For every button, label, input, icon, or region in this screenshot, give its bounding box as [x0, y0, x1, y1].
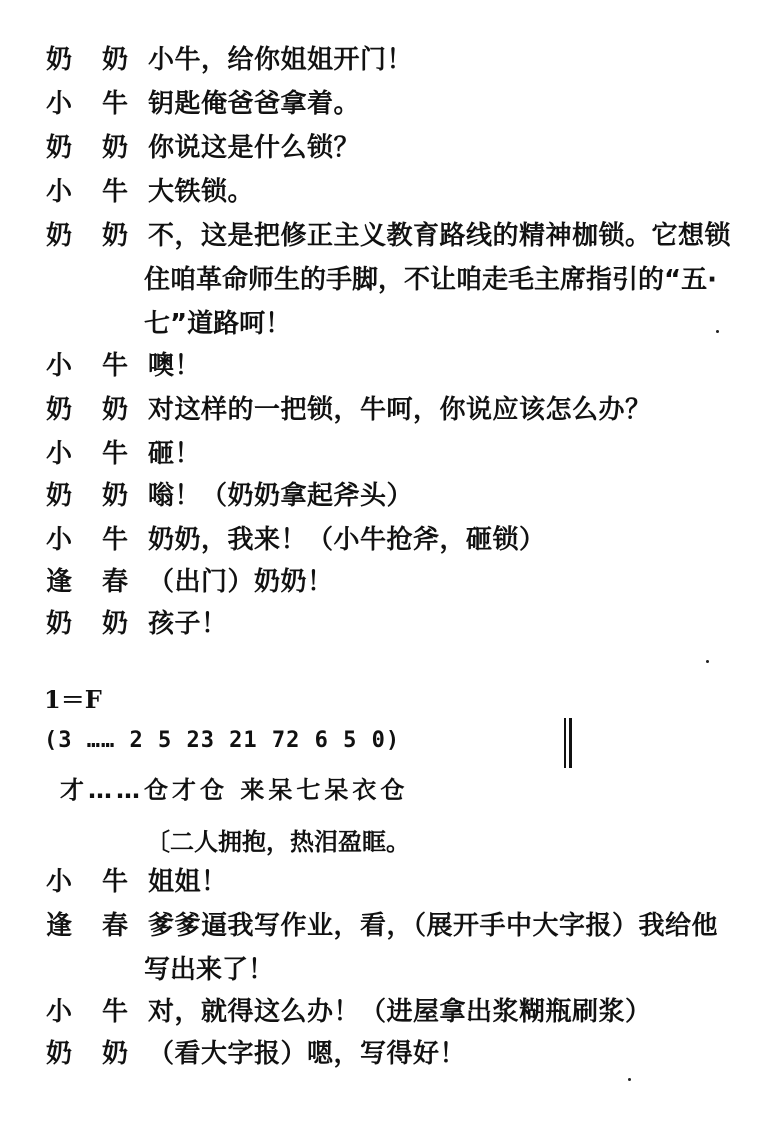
print-speck: [716, 330, 719, 333]
speaker: 小牛: [46, 439, 159, 469]
dialogue-line: 爹爹逼我写作业，看，（展开手中大字报）我给他: [148, 911, 719, 941]
speaker: 奶奶: [46, 45, 159, 75]
dialogue-line: 你说这是什么锁？: [148, 133, 361, 163]
print-speck: [706, 660, 709, 663]
dialogue-line: 姐姐！: [148, 867, 228, 897]
speaker: 奶奶: [46, 609, 159, 639]
speaker: 小牛: [46, 351, 159, 381]
speaker: 小牛: [46, 867, 159, 897]
bar-line: [564, 718, 566, 768]
dialogue-line: 嗡！（奶奶拿起斧头）: [148, 481, 414, 511]
dialogue-line: 钥匙俺爸爸拿着。: [148, 89, 361, 119]
dialogue-line: 小牛，给你姐姐开门！: [148, 45, 414, 75]
speaker: 奶奶: [46, 481, 159, 511]
speaker: 小牛: [46, 177, 159, 207]
dialogue-continuation: 住咱革命师生的手脚，不让咱走毛主席指引的“五·: [144, 265, 717, 295]
dialogue-line: 孩子！: [148, 609, 228, 639]
print-speck: [628, 1078, 631, 1081]
dialogue-line: 奶奶，我来！（小牛抢斧，砸锁）: [148, 525, 546, 555]
music-key: 1＝F: [44, 685, 102, 714]
speaker: 奶奶: [46, 1039, 159, 1069]
dialogue-line: 对，就得这么办！（进屋拿出浆糊瓶刷浆）: [148, 997, 652, 1027]
speaker: 小牛: [46, 89, 159, 119]
dialogue-line: 大铁锁。: [148, 177, 255, 207]
speaker: 逢春: [46, 567, 159, 597]
music-notation: (3 …… 2 5 23 21 72 6 5 0): [44, 728, 401, 753]
dialogue-continuation: 写出来了！: [144, 955, 275, 985]
speaker: 逢春: [46, 911, 159, 941]
dialogue-line: 不，这是把修正主义教育路线的精神枷锁。它想锁: [148, 221, 732, 251]
speaker: 小牛: [46, 997, 159, 1027]
speaker: 奶奶: [46, 221, 159, 251]
bar-line-end: [569, 718, 572, 768]
speaker: 奶奶: [46, 133, 159, 163]
dialogue-line: 噢！: [148, 351, 202, 381]
dialogue-line: 砸！: [148, 439, 202, 469]
stage-direction: 〔二人拥抱，热泪盈眶。: [146, 828, 410, 856]
speaker: 奶奶: [46, 395, 159, 425]
dialogue-line: （看大字报）嗯，写得好！: [148, 1039, 467, 1069]
dialogue-continuation: 七”道路呵！: [144, 309, 292, 339]
dialogue-line: 对这样的一把锁，牛呵，你说应该怎么办？: [148, 395, 652, 425]
speaker: 小牛: [46, 525, 159, 555]
dialogue-line: （出门）奶奶！: [148, 567, 334, 597]
percussion-line: 才……仓才仓 来呆七呆衣仓: [60, 776, 409, 804]
